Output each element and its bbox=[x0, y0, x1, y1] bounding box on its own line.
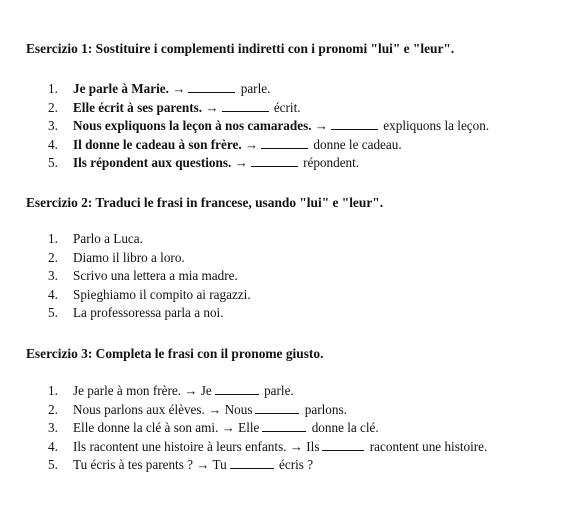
item-continuation: parle. bbox=[240, 81, 271, 96]
answer-blank[interactable] bbox=[222, 99, 269, 112]
exercise-2-list bbox=[48, 231, 251, 324]
answer-blank[interactable] bbox=[251, 154, 298, 167]
exercise-3-list bbox=[48, 382, 487, 475]
item-sentence: Diamo il libro a loro. bbox=[73, 249, 185, 265]
exercise-1-item: 4. Il donne le cadeau à son frère. → donne le cadeau. bbox=[48, 136, 402, 152]
exercise-3-item: 4. Ils racontent une histoire à leurs enfants. → Ils racontent une histoire. bbox=[48, 438, 488, 454]
item-prompt: Ils racontent une histoire à leurs enfants. → Ils bbox=[73, 438, 320, 454]
item-prompt: Il donne le cadeau à son frère. → bbox=[73, 136, 259, 152]
item-sentence: Spieghiamo il compito ai ragazzi. bbox=[73, 286, 251, 302]
exercise-2-item: 1. Parlo a Luca. bbox=[48, 231, 143, 246]
item-sentence: Parlo a Luca. bbox=[73, 231, 143, 246]
exercise-1-heading: Esercizio 1: Sostituire i complementi indiretti con i pronomi "lui" e "leur". bbox=[26, 41, 455, 56]
answer-blank[interactable] bbox=[255, 401, 299, 414]
exercise-2-item: 5. La professoressa parla a noi. bbox=[48, 305, 224, 320]
answer-blank[interactable] bbox=[215, 382, 259, 395]
item-prompt: Tu écris à tes parents ? → Tu bbox=[73, 457, 227, 472]
item-prompt: Nous expliquons la leçon à nos camarades. → bbox=[73, 118, 328, 133]
answer-blank[interactable] bbox=[230, 456, 274, 469]
exercise-1-list bbox=[48, 80, 489, 173]
answer-blank[interactable] bbox=[188, 80, 235, 93]
exercise-1-item: 1. Je parle à Marie. → parle. bbox=[48, 81, 271, 96]
item-sentence: La professoressa parla a noi. bbox=[73, 305, 224, 320]
item-prompt: Ils répondent aux questions. → bbox=[73, 155, 248, 170]
exercise-3-item: 1. Je parle à mon frère. → Je parle. bbox=[48, 383, 294, 398]
item-continuation: répondent. bbox=[303, 155, 360, 170]
item-continuation: donne la clé. bbox=[311, 420, 379, 435]
exercise-2-item: 2. Diamo il libro a loro. bbox=[48, 249, 185, 265]
answer-blank[interactable] bbox=[322, 438, 364, 451]
item-continuation: parle. bbox=[264, 383, 294, 398]
exercise-3-item: 2. Nous parlons aux élèves. → Nous parlons. bbox=[48, 401, 347, 417]
item-continuation: écrit. bbox=[273, 99, 301, 115]
item-prompt: Elle donne la clé à son ami. → Elle bbox=[73, 420, 260, 435]
item-continuation: parlons. bbox=[304, 401, 347, 417]
item-prompt: Je parle à mon frère. → Je bbox=[73, 383, 212, 398]
answer-blank[interactable] bbox=[331, 117, 378, 130]
item-continuation: écris ? bbox=[279, 457, 314, 472]
item-continuation: racontent une histoire. bbox=[369, 438, 488, 454]
item-prompt: Je parle à Marie. → bbox=[73, 81, 186, 96]
exercise-3-item: 3. Elle donne la clé à son ami. → Elle donne la clé. bbox=[48, 420, 379, 435]
answer-blank[interactable] bbox=[261, 136, 308, 149]
exercise-3-item: 5. Tu écris à tes parents ? → Tu écris ? bbox=[48, 457, 314, 472]
exercise-2-item: 3. Scrivo una lettera a mia madre. bbox=[48, 268, 238, 283]
item-continuation: expliquons la leçon. bbox=[383, 118, 490, 133]
item-continuation: donne le cadeau. bbox=[313, 136, 402, 152]
exercise-1-item: 2. Elle écrit à ses parents. → écrit. bbox=[48, 99, 301, 115]
item-prompt: Elle écrit à ses parents. → bbox=[73, 99, 219, 115]
exercise-2-item: 4. Spieghiamo il compito ai ragazzi. bbox=[48, 286, 251, 302]
exercise-1-item: 5. Ils répondent aux questions. → répondent. bbox=[48, 155, 360, 170]
item-prompt: Nous parlons aux élèves. → Nous bbox=[73, 401, 253, 417]
exercise-3-heading: Esercizio 3: Completa le frasi con il pronome giusto. bbox=[26, 346, 324, 361]
answer-blank[interactable] bbox=[262, 419, 306, 432]
exercise-1-item: 3. Nous expliquons la leçon à nos camarades. → expliquons la leçon. bbox=[48, 118, 490, 133]
item-sentence: Scrivo una lettera a mia madre. bbox=[73, 268, 238, 283]
exercise-2-heading: Esercizio 2: Traduci le frasi in francese, usando "lui" e "leur". bbox=[26, 195, 384, 210]
